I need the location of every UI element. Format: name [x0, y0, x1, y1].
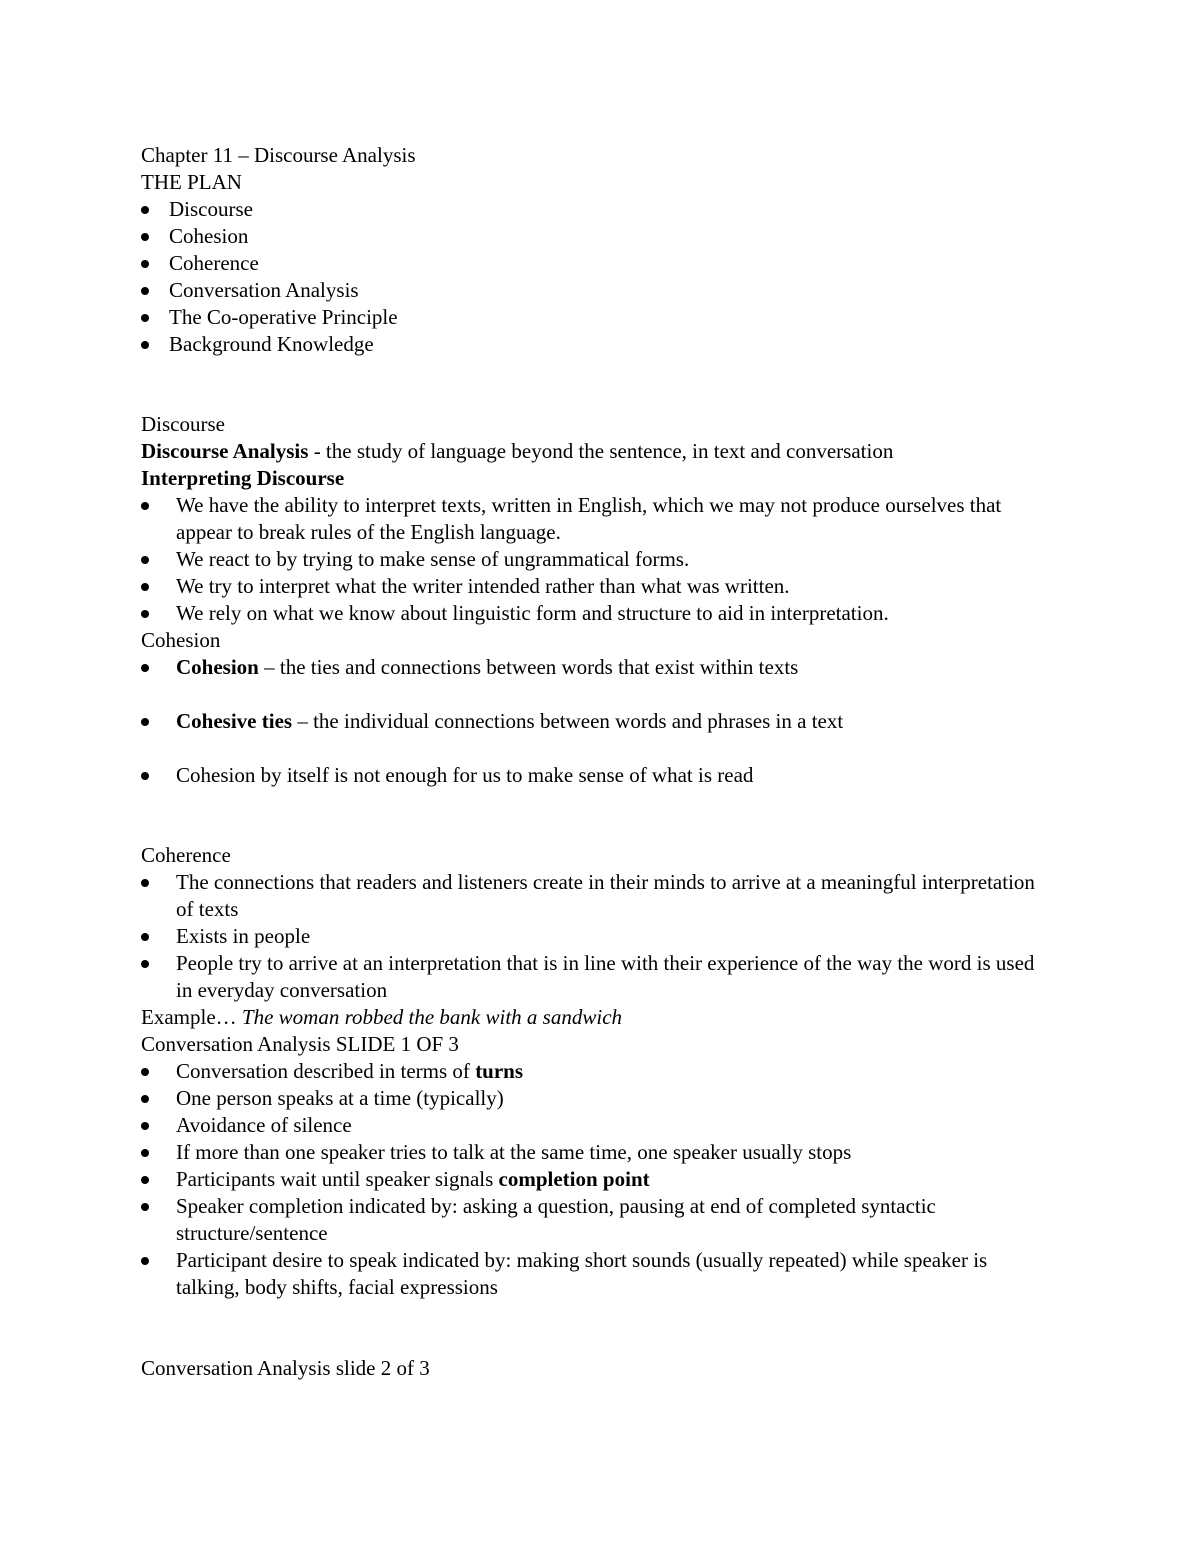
section-heading-conversation-1: Conversation Analysis SLIDE 1 OF 3 — [141, 1032, 459, 1056]
list-item: Speaker completion indicated by: asking a question, pausing at end of completed syntactic structure/sentence — [141, 1193, 1041, 1247]
bullet-icon — [141, 664, 149, 672]
section-heading-discourse: Discourse — [141, 412, 225, 436]
list-item: Avoidance of silence — [141, 1112, 1041, 1139]
list-item: The Co-operative Principle — [141, 304, 1041, 331]
document-page — [141, 142, 1041, 1382]
list-item: Cohesion – the ties and connections between words that exist within texts — [141, 654, 1041, 681]
list-item: We try to interpret what the writer intended rather than what was written. — [141, 573, 1041, 600]
list-item: We rely on what we know about linguistic form and structure to aid in interpretation. — [141, 600, 1041, 627]
bullet-icon — [141, 1176, 149, 1184]
document-title: Chapter 11 – Discourse Analysis — [141, 143, 416, 167]
bullet-icon — [141, 341, 149, 349]
list-item: Participant desire to speak indicated by: making short sounds (usually repeated) while speaker is talking, body shifts, facial expressions — [141, 1247, 1041, 1301]
bullet-icon — [141, 1257, 149, 1265]
bullet-icon — [141, 583, 149, 591]
list-item: Coherence — [141, 250, 1041, 277]
section-heading-cohesion: Cohesion — [141, 628, 221, 652]
list-item: One person speaks at a time (typically) — [141, 1085, 1041, 1112]
example-sentence: The woman robbed the bank with a sandwich — [241, 1005, 623, 1029]
list-item: Cohesive ties – the individual connections between words and phrases in a text — [141, 708, 1041, 735]
coherence-example: Example… The woman robbed the bank with a sandwich — [141, 1005, 623, 1029]
list-item: Background Knowledge — [141, 331, 1041, 358]
list-item: If more than one speaker tries to talk at the same time, one speaker usually stops — [141, 1139, 1041, 1166]
plan-heading: THE PLAN — [141, 170, 242, 194]
bullet-icon — [141, 960, 149, 968]
bullet-icon — [141, 1095, 149, 1103]
bullet-icon — [141, 502, 149, 510]
bullet-icon — [141, 879, 149, 887]
list-item: Cohesion — [141, 223, 1041, 250]
bullet-icon — [141, 610, 149, 618]
definition-term: Discourse Analysis — [141, 439, 309, 463]
list-item: Discourse — [141, 196, 1041, 223]
list-item: Participants wait until speaker signals completion point — [141, 1166, 1041, 1193]
list-item: Cohesion by itself is not enough for us to make sense of what is read — [141, 762, 1041, 789]
subheading-interpreting: Interpreting Discourse — [141, 466, 345, 490]
list-item: We react to by trying to make sense of ungrammatical forms. — [141, 546, 1041, 573]
bullet-icon — [141, 1122, 149, 1130]
conversation-bullets — [141, 1058, 1041, 1301]
list-item: People try to arrive at an interpretation that is in line with their experience of the way the word is used in everyday conversation — [141, 950, 1041, 1004]
coherence-bullets — [141, 869, 1041, 1004]
bullet-icon — [141, 233, 149, 241]
cohesion-bullets — [141, 654, 1041, 789]
bullet-icon — [141, 1068, 149, 1076]
section-heading-conversation-2: Conversation Analysis slide 2 of 3 — [141, 1356, 430, 1380]
discourse-definition — [141, 438, 1041, 465]
list-item: The connections that readers and listeners create in their minds to arrive at a meaningful interpretation of texts — [141, 869, 1041, 923]
bullet-icon — [141, 206, 149, 214]
definition-text: - the study of language beyond the sentence, in text and conversation — [308, 439, 894, 463]
bullet-icon — [141, 556, 149, 564]
bullet-icon — [141, 772, 149, 780]
plan-list — [141, 196, 1041, 358]
list-item: Conversation Analysis — [141, 277, 1041, 304]
list-item: We have the ability to interpret texts, written in English, which we may not produce ourselves that appear to break rules of the English language. — [141, 492, 1041, 546]
bullet-icon — [141, 287, 149, 295]
bullet-icon — [141, 314, 149, 322]
bullet-icon — [141, 933, 149, 941]
list-item: Conversation described in terms of turns — [141, 1058, 1041, 1085]
bullet-icon — [141, 260, 149, 268]
bullet-icon — [141, 718, 149, 726]
bullet-icon — [141, 1203, 149, 1211]
discourse-bullets — [141, 492, 1041, 627]
section-heading-coherence: Coherence — [141, 843, 231, 867]
bullet-icon — [141, 1149, 149, 1157]
list-item: Exists in people — [141, 923, 1041, 950]
